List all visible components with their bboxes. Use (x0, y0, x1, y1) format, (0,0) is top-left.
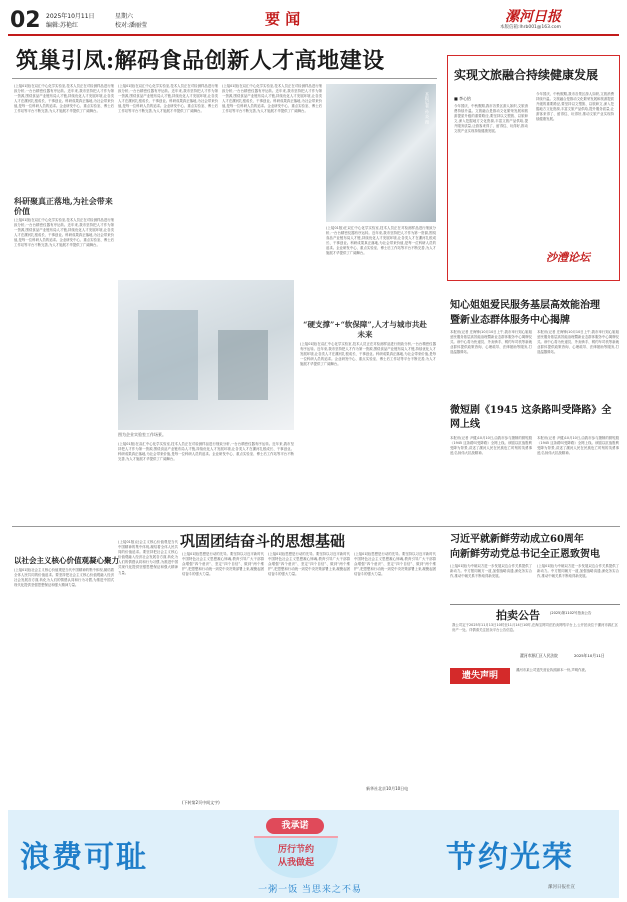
notice-title: 遗失声明 (450, 668, 510, 684)
auction-box (450, 604, 620, 661)
item4-body-col2: (上接01版)思想是行动的先导。要坚持以习近平新时代中国特色社会主义思想凝心铸魂,教育引导广大干部群众增强“四个意识”、坚定“四个自信”、做到“两个维护”,把思想和行动统一到党中央决策部署上来,凝聚起团结奋斗的强大力量。 (268, 552, 350, 577)
auction-no: (2025)第1102号拍卖公告 (550, 611, 592, 615)
lead-body-col2: (上接01版)在双汇中心化学实验室,技术人员正在对检测样品进行细致分析,一台台精密仪器有序运转。近年来,我市坚持把人才作为第一资源,围绕食品产业链布局人才链,持续优化人才发展环境,让各类人才在漯河扎根成长、干事创业。科研成果真正落地,为社会带来价值,是每一位科研人员的追求。企业研发中心、重点实验室、博士后工作站等平台不断完善,为人才施展才华提供了广阔舞台。 (118, 84, 218, 114)
notice-box (450, 664, 620, 694)
lead-body-col3: (上接01版)在双汇中心化学实验室,技术人员正在对检测样品进行细致分析,一台台精密仪器有序运转。近年来,我市坚持把人才作为第一资源,围绕食品产业链布局人才链,持续优化人才发展环境,让各类人才在漯河扎根成长、干事创业。科研成果真正落地,为社会带来价值,是每一位科研人员的追求。企业研发中心、重点实验室、博士后工作站等平台不断完善,为人才施展才华提供了广阔舞台。 (222, 84, 322, 114)
commentary-body-col1: 今年国庆、中秋假期,我市各景区游人如织,文旅消费持续升温。文旅融合是推动文化繁荣发展和旅游提质升级的重要路径,要坚持以文塑旅、以旅彰文,深入挖掘地方文化资源,丰富文旅产品供给,提升服务质量,让游客来得了、留得住、玩得好,推动文旅产业实现持续健康发展。 (454, 104, 528, 134)
lead-body-col5: (上接01版)在双汇中心化学实验室,技术人员正在对检测样品进行细致分析,一台台精密仪器有序运转。近年来,我市坚持把人才作为第一资源,围绕食品产业链布局人才链,持续优化人才发展环境,让各类人才在漯河扎根成长、干事创业。科研成果真正落地,为社会带来价值,是每一位科研人员的追求。企业研发中心、重点实验室、博士后工作站等平台不断完善,为人才施展才华提供了广阔舞台。 (300, 342, 436, 367)
item3-title: 微短剧《1945 这条路叫受降路》全网上线 (450, 405, 612, 430)
commentary-badge (546, 246, 612, 270)
item6-title-1: 习近平就新鲜劳动成立60周年 (450, 534, 584, 545)
auction-date: 2025年10月11日 (574, 653, 605, 658)
paper-name: 漯河日报 (505, 9, 561, 25)
issue-date: 2025年10月11日 (46, 13, 95, 20)
item2-title-1: 知心姐姐爱民服务基层高效能治理 (450, 300, 600, 311)
lead-body-col1b: (上接01版)在双汇中心化学实验室,技术人员正在对检测样品进行细致分析,一台台精密仪器有序运转。近年来,我市坚持把人才作为第一资源,围绕食品产业链布局人才链,持续优化人才发展环境,让各类人才在漯河扎根成长、干事创业。科研成果真正落地,为社会带来价值,是每一位科研人员的追求。企业研发中心、重点实验室、博士后工作站等平台不断完善,为人才施展才华提供了广阔舞台。 (14, 218, 114, 248)
item3-body-col2: 本报讯(记者 尹健)10月10日,由我市参与摄制的微短剧《1945 这条路叫受降路》全网上线。该剧以抗战胜利受降为背景,讲述了漯河人民在民族危亡时刻的英勇事迹,弘扬伟大抗战精神。 (537, 436, 619, 456)
banner-bowl (254, 836, 338, 878)
commentary-title: 实现文旅融合持续健康发展 (454, 68, 599, 82)
lead-subhead-2: “硬支撑”+“软保障”,人才与城市共赴未来 (303, 320, 427, 339)
item4-source: 新华社北京10月10日电 (366, 786, 409, 791)
vertical-caption: 本报记者 孙 炎 摄 (425, 92, 430, 124)
lead-body-col4: (上接01版)在双汇中心化学实验室,技术人员正在对检测样品进行细致分析,一台台精密仪器有序运转。近年来,我市坚持把人才作为第一资源,围绕食品产业链布局人才链,持续优化人才发展环境,让各类人才在漯河扎根成长、干事创业。科研成果真正落地,为社会带来价值,是每一位科研人员的追求。企业研发中心、重点实验室、博士后工作站等平台不断完善,为人才施展才华提供了广阔舞台。 (326, 226, 436, 256)
lead-subhead-1: 科研聚真正落地,为社会带来价值 (14, 196, 113, 216)
lead-rule (12, 78, 437, 79)
banner-left-slogan: 浪费可耻 (20, 840, 148, 875)
banner-right-slogan: 节约光荣 (446, 840, 574, 875)
commentary-box (447, 55, 620, 281)
newspaper-logo (505, 6, 561, 26)
lead-photo-lab (118, 280, 294, 430)
lead-photo-right (326, 84, 436, 222)
public-service-banner (8, 810, 619, 898)
header-rule (8, 34, 619, 36)
commentary-author: ■ 李心怡 (454, 96, 472, 101)
page-number: 02 (10, 8, 41, 33)
auction-company: 漯河市源汇区人民法院 (520, 653, 558, 658)
weekday: 星期六 (115, 13, 134, 20)
auction-title: 拍卖公告 (496, 609, 540, 622)
banner-middle-2: 从我做起 (277, 858, 314, 868)
lab-equipment-2 (218, 330, 268, 400)
auction-body: 我公司定于2025年11月13日10时至11月14日10时,在淘宝网司法拍卖网络平台上,公开拍卖位于漯河市源汇区房产一处。详情请关注拍卖平台公告信息。 (452, 623, 618, 633)
notice-body: 漯河市某公司遗失营业执照副本一份,声明作废。 (516, 668, 589, 672)
row-rule (12, 526, 620, 527)
item5-body: (上接01版)社会主义核心价值观是当代中国精神的集中体现,凝结着全体人民共同的价值追求。要坚持把社会主义核心价值观融入经济社会发展各方面,转化为人们的情感认同和行为习惯,为推进中国式现代化提供坚强思想保证和强大精神力量。 (14, 568, 114, 588)
lead-headline: 筑巢引凤:解码食品创新人才高地建设 (16, 48, 385, 74)
hotline: 本版信箱:lhrb001@163.com (500, 25, 562, 30)
banner-credit: 漯河日报社宣 (548, 885, 575, 890)
banner-tag: 我承诺 (266, 818, 324, 834)
lab-equipment (138, 310, 198, 400)
item3-body-col1: 本报讯(记者 尹健)10月10日,由我市参与摄制的微短剧《1945 这条路叫受降路》全网上线。该剧以抗战胜利受降为背景,讲述了漯河人民在民族危亡时刻的英勇事迹,弘扬伟大抗战精神。 (450, 436, 532, 456)
item4-title: 巩固团结奋斗的思想基础 (180, 532, 346, 550)
badge-text: 沙澧论坛 (546, 251, 590, 264)
lead-body-col6: (上接01版)在双汇中心化学实验室,技术人员正在对检测样品进行细致分析,一台台精密仪器有序运转。近年来,我市坚持把人才作为第一资源,围绕食品产业链布局人才链,持续优化人才发展环境,让各类人才在漯河扎根成长、干事创业。科研成果真正落地,为社会带来价值,是每一位科研人员的追求。企业研发中心、重点实验室、博士后工作站等平台不断完善,为人才施展才华提供了广阔舞台。 (118, 442, 294, 462)
item5-title: 以社会主义核心价值观凝心聚力 (14, 556, 119, 565)
item6-title-2: 向新鲜劳动党总书记全正恩致贺电 (450, 549, 600, 560)
section-title: 要 闻 (265, 10, 301, 28)
item2-body-col2: 本报讯(记者 庄海锋)10月10日上午,我市举行知心姐姐爱民服务基层高效能治理暨新业态群体服务中心揭牌仪式。该中心将为快递员、外卖骑手、网约车司机等新就业群体提供政策咨询、心理疏导、法律援助等服务,打造温馨驿站。 (537, 330, 619, 355)
item4-body-col1: (上接01版)思想是行动的先导。要坚持以习近平新时代中国特色社会主义思想凝心铸魂,教育引导广大干部群众增强“四个意识”、坚定“四个自信”、做到“两个维护”,把思想和行动统一到党中央决策部署上来,凝聚起团结奋斗的强大力量。 (182, 552, 264, 577)
item2-body-col1: 本报讯(记者 庄海锋)10月10日上午,我市举行知心姐姐爱民服务基层高效能治理暨新业态群体服务中心揭牌仪式。该中心将为快递员、外卖骑手、网约车司机等新就业群体提供政策咨询、心理疏导、法律援助等服务,打造温馨驿站。 (450, 330, 532, 355)
lead-body-col1a: (上接01版)在双汇中心化学实验室,技术人员正在对检测样品进行细致分析,一台台精密仪器有序运转。近年来,我市坚持把人才作为第一资源,围绕食品产业链布局人才链,持续优化人才发展环境,让各类人才在漯河扎根成长、干事创业。科研成果真正落地,为社会带来价值,是每一位科研人员的追求。企业研发中心、重点实验室、博士后工作站等平台不断完善,为人才施展才华提供了广阔舞台。 (14, 84, 114, 114)
item2-title-2: 暨新业态群体服务中心揭牌 (450, 315, 570, 326)
item5-continued: (下转第2页中间文字) (182, 800, 220, 805)
editor: 编辑:苏艳红 (46, 22, 79, 29)
banner-bottom-line: 一粥一饭 当思来之不易 (258, 885, 362, 895)
commentary-body-col2: 今年国庆、中秋假期,我市各景区游人如织,文旅消费持续升温。文旅融合是推动文化繁荣发展和旅游提质升级的重要路径,要坚持以文塑旅、以旅彰文,深入挖掘地方文化资源,丰富文旅产品供给,提升服务质量,让游客来得了、留得住、玩得好,推动文旅产业实现持续健康发展。 (536, 92, 614, 122)
item6-body-col1: (上接01版)为中朝双方进一步发展双边合作关系提供了新动力。中方愿同朝方一道,加强战略沟通,深化务实合作,推动中朝关系不断取得新发展。 (450, 564, 532, 579)
item5-body-col2: (上接01版)社会主义核心价值观是当代中国精神的集中体现,凝结着全体人民共同的价值追求。要坚持把社会主义核心价值观融入经济社会发展各方面,转化为人们的情感认同和行为习惯,为推进中国式现代化提供坚强思想保证和强大精神力量。 (118, 540, 178, 575)
item6-body-col2: (上接01版)为中朝双方进一步发展双边合作关系提供了新动力。中方愿同朝方一道,加强战略沟通,深化务实合作,推动中朝关系不断取得新发展。 (537, 564, 619, 579)
banner-middle-1: 厉行节约 (277, 845, 314, 855)
lead-photo-caption: 图为企业实验室工作场景。 (118, 432, 166, 437)
item4-body-col3: (上接01版)思想是行动的先导。要坚持以习近平新时代中国特色社会主义思想凝心铸魂,教育引导广大干部群众增强“四个意识”、坚定“四个自信”、做到“两个维护”,把思想和行动统一到党中央决策部署上来,凝聚起团结奋斗的强大力量。 (354, 552, 436, 577)
proofreader: 校对:潘丽莹 (115, 22, 148, 29)
